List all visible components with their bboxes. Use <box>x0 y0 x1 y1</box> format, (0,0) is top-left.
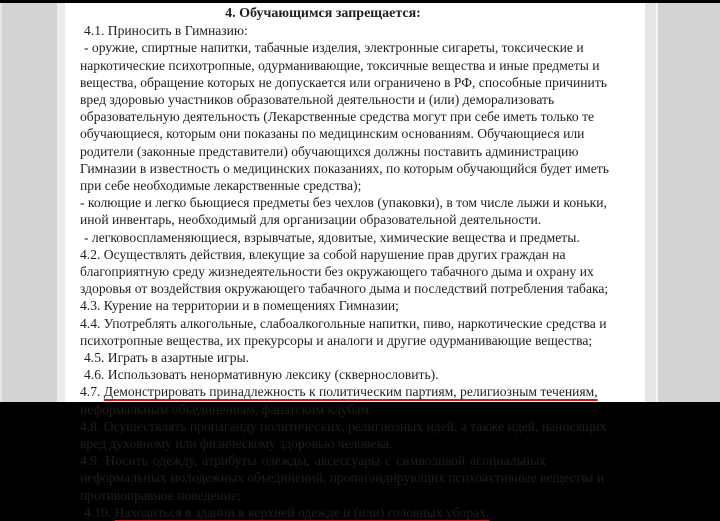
document-text-line: иной инвентарь, необходимый для организации образовательной деятельности. <box>80 212 542 228</box>
document-text-line: благоприятную среду жизнедеятельности без окружающего табачного дыма и охрану их <box>80 264 594 280</box>
document-text-line: 4.6. Использовать ненормативную лексику (сквернословить). <box>84 367 439 383</box>
rule-4-7-highlighted-text: Демонстрировать принадлежность к политическим партиям, религиозным течениям, <box>103 384 598 400</box>
rule-4-10-number: 4.10. <box>84 504 115 520</box>
document-content <box>80 5 609 521</box>
rule-4-10-highlighted-text: Находиться в здании в верхней одежде и (или) головных уборах. <box>114 504 490 520</box>
document-text-line: Гимназии в известность о медицинских показаниях, по которым обучающийся будет иметь <box>80 160 609 176</box>
left-margin-panel <box>0 3 57 402</box>
rule-4-7-line <box>80 383 598 400</box>
document-text-line: неформальных молодежных объединений, пропагандирующих психоактивные вещества и <box>80 470 605 486</box>
right-page-edge <box>645 3 658 402</box>
document-text-line: 4.4. Употреблять алкогольные, слабоалкогольные напитки, пиво, наркотические средства и <box>80 315 607 331</box>
document-text-line: 4.1. Приносить в Гимназию: <box>84 23 248 39</box>
document-text-line: родители (законные представители) обучающихся должны поставить администрацию <box>80 143 579 159</box>
rule-4-7-continuation: неформальным объединениям, фанатским клубам. <box>80 401 373 417</box>
document-viewer <box>0 3 720 520</box>
document-text-line: обучающиеся, которым они показаны по медицинским основаниям. Обучающиеся или <box>80 126 585 142</box>
document-text-line: образовательную деятельность (Лекарственные средства могут при себе иметь только те <box>80 109 595 125</box>
document-text-line: наркотические психотропные, одурманивающие, токсичные вещества и иные предметы и <box>80 57 600 73</box>
document-text-line: противоправное поведение; <box>80 487 241 503</box>
rules-list-part-2 <box>80 418 607 504</box>
document-text-line: психотропные вещества, их прекурсоры и аналоги и другие одурманивающие вещества; <box>80 332 593 348</box>
document-text-line: - легковоспламеняющиеся, взрывчатые, ядовитые, химические вещества и предметы. <box>84 229 580 245</box>
rules-list-part-1 <box>80 22 609 383</box>
document-text-line: при себе необходимые лекарственные средства); <box>80 178 362 194</box>
rule-4-10-line <box>80 504 546 521</box>
document-text-line: 4.2. Осуществлять действия, влекущие за собой нарушение прав других граждан на <box>80 246 566 262</box>
document-text-line: здоровья от воздействия окружающего табачного дыма и последствий потребления табака; <box>80 281 609 297</box>
document-text-line: 4.9. Носить одежду, атрибуты одежды, аксессуары с символикой асоциальных <box>80 453 546 469</box>
rule-4-7-number: 4.7. <box>80 384 104 400</box>
document-text-line: - колющие и легко бьющиеся предметы без чехлов (упаковки), в том числе лыжи и коньки, <box>80 195 607 211</box>
section-title: 4. Обучающимся запрещается: <box>225 6 421 21</box>
document-text-line: 4.5. Играть в азартные игры. <box>84 350 250 366</box>
document-text-line: вещества, обращение которых не допускается или ограничено в РФ, способные причинить <box>80 74 607 90</box>
document-text-line: 4.3. Курение на территории и в помещениях Гимназии; <box>80 298 399 314</box>
document-text-line: вред здоровью участников образовательной деятельности и (или) деморализовать <box>80 92 555 108</box>
right-margin-panel <box>658 3 720 402</box>
document-text-line: вред духовному или физическому здоровью человека. <box>80 436 393 452</box>
document-text-line: 4.8. Осуществлять пропаганду политических, религиозных идей, а также идей, наносящих <box>80 418 607 434</box>
document-text-line: - оружие, спиртные напитки, табачные изделия, электронные сигареты, токсические и <box>84 40 584 56</box>
left-page-edge <box>57 3 65 402</box>
